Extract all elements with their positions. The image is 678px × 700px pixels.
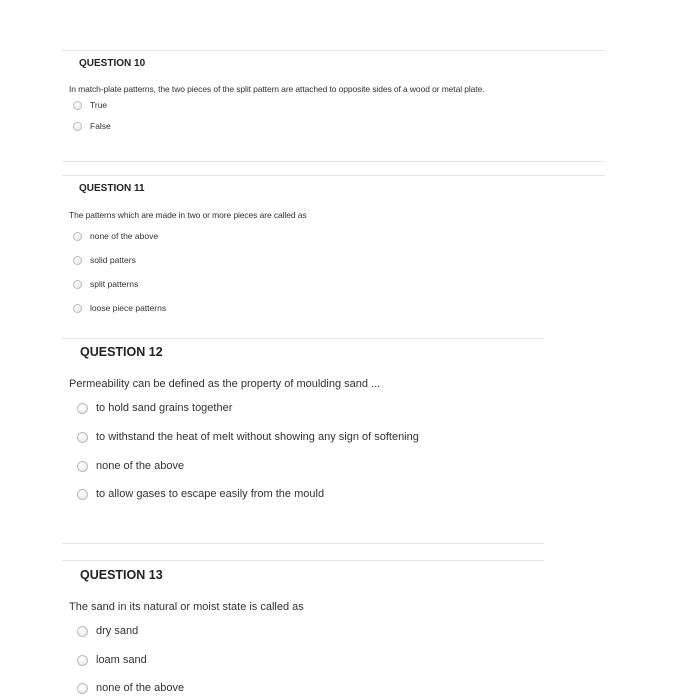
question-title: QUESTION 12 (80, 345, 163, 359)
radio-button[interactable] (73, 304, 82, 313)
radio-button[interactable] (77, 683, 88, 694)
option-withstand-heat[interactable] (77, 431, 419, 443)
divider (62, 175, 605, 176)
radio-button[interactable] (73, 256, 82, 265)
option-none-of-the-above[interactable] (77, 460, 184, 472)
option-loose-piece-patterns[interactable] (73, 303, 166, 313)
radio-button[interactable] (77, 461, 88, 472)
option-label: loam sand (96, 654, 147, 666)
radio-button[interactable] (73, 122, 82, 131)
option-label: none of the above (96, 682, 185, 694)
option-label: False (90, 121, 111, 131)
option-label: to withstand the heat of melt without showing any sign of softening (96, 431, 419, 443)
radio-button[interactable] (77, 432, 88, 443)
divider (62, 161, 605, 162)
option-label: split patterns (90, 279, 139, 289)
option-label: to allow gases to escape easily from the mould (96, 488, 325, 500)
option-label: loose piece patterns (90, 303, 167, 313)
radio-button[interactable] (73, 232, 82, 241)
radio-button[interactable] (73, 280, 82, 289)
radio-button[interactable] (77, 655, 88, 666)
radio-button[interactable] (77, 489, 88, 500)
question-text: In match-plate patterns, the two pieces of the split pattern are attached to opposite sides of a wood or metal plate. (69, 84, 485, 94)
option-loam-sand[interactable] (77, 654, 147, 666)
divider (62, 338, 544, 339)
option-allow-gases[interactable] (77, 488, 324, 500)
radio-button[interactable] (77, 626, 88, 637)
radio-button[interactable] (77, 403, 88, 414)
option-solid-patters[interactable] (73, 255, 136, 265)
option-label: dry sand (96, 625, 139, 637)
question-text: The sand in its natural or moist state is called as (69, 601, 304, 613)
option-label: none of the above (90, 231, 159, 241)
question-text: Permeability can be defined as the property of moulding sand ... (69, 378, 381, 390)
radio-button[interactable] (73, 101, 82, 110)
divider (62, 50, 605, 51)
option-split-patterns[interactable] (73, 279, 138, 289)
option-hold-sand-grains[interactable] (77, 402, 232, 414)
divider (62, 543, 544, 544)
question-title: QUESTION 13 (80, 568, 163, 582)
option-true[interactable] (73, 100, 107, 110)
question-text: The patterns which are made in two or more pieces are called as (69, 210, 307, 220)
question-title: QUESTION 10 (79, 58, 146, 69)
option-false[interactable] (73, 121, 111, 131)
divider (62, 560, 544, 561)
option-label: solid patters (90, 255, 136, 265)
question-title: QUESTION 11 (79, 183, 145, 194)
option-label: none of the above (96, 460, 185, 472)
option-label: to hold sand grains together (96, 402, 233, 414)
option-none-of-the-above[interactable] (77, 682, 184, 694)
option-none-of-the-above[interactable] (73, 231, 158, 241)
option-dry-sand[interactable] (77, 625, 138, 637)
option-label: True (90, 100, 108, 110)
